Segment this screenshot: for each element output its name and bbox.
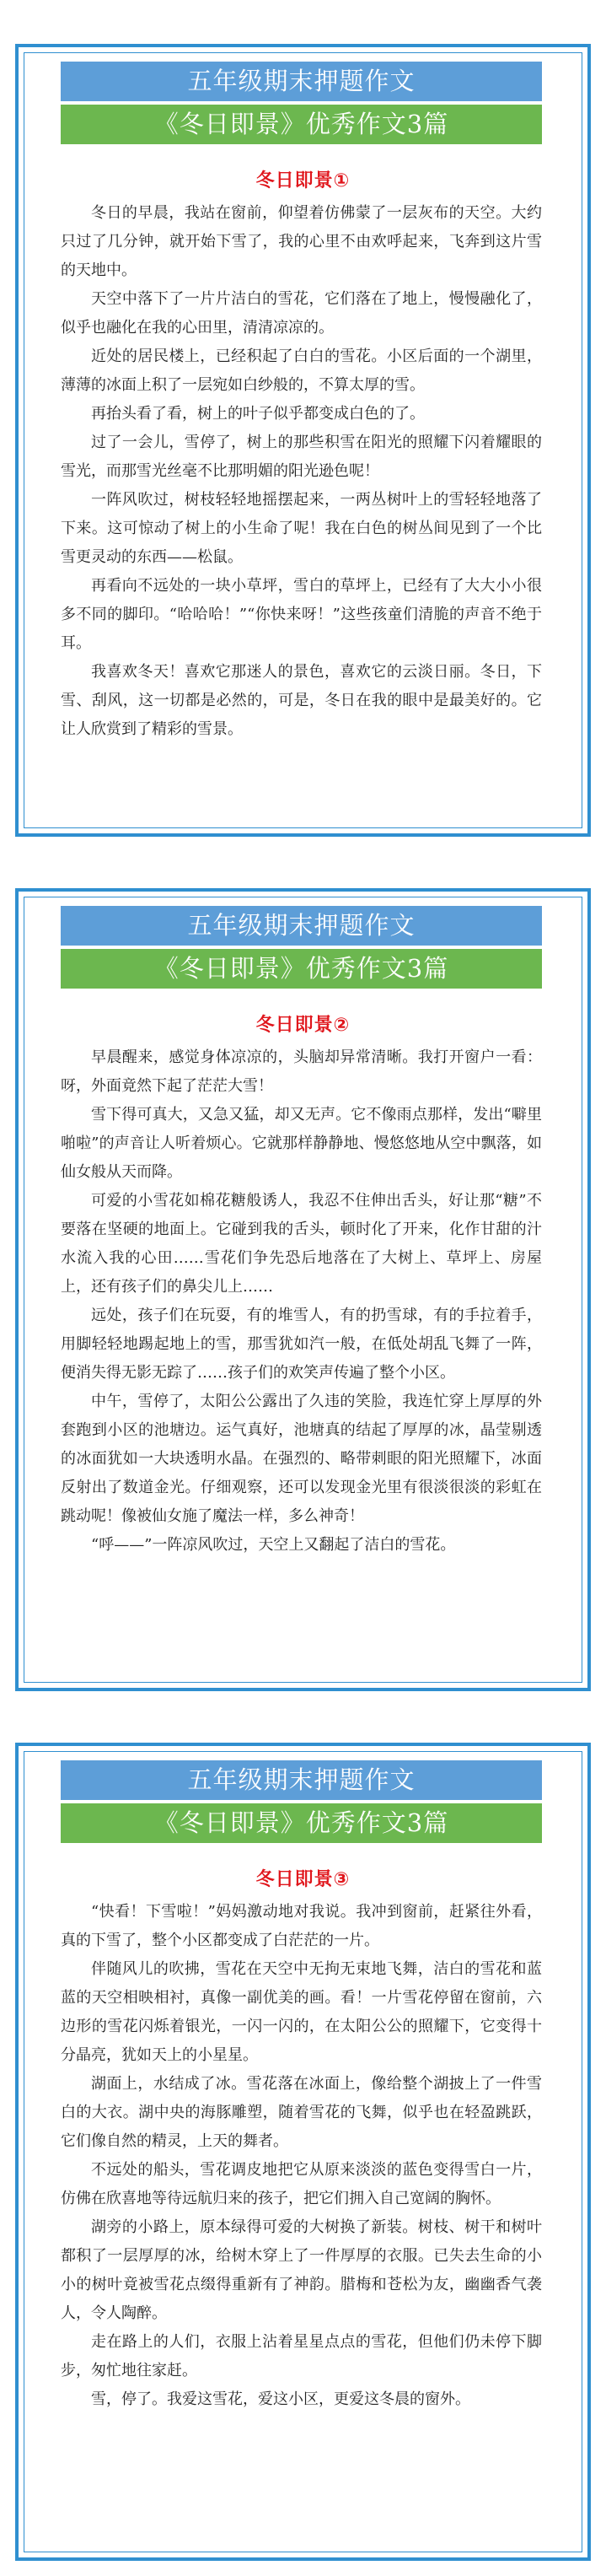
banner-grade-title: 五年级期末押题作文 [61,62,542,101]
paragraph: 雪下得可真大，又急又猛，却又无声。它不像雨点那样，发出“噼里啪啦”的声音让人听着烦心。它就那样静静地、慢悠悠地从空中飘落，如仙女般从天而降。 [61,1106,542,1181]
paragraph: 湖旁的小路上，原本绿得可爱的大树换了新装。树枝、树干和树叶都积了一层厚厚的冰，给树木穿上了一件厚厚的衣服。已失去生命的小小的树叶竟被雪花点缀得重新有了神韵。腊梅和苍松为友，幽幽香气袭人，令人陶醉。 [61,2218,542,2322]
banner-essay-collection: 《冬日即景》优秀作文3篇 [61,949,542,989]
paragraph: 一阵风吹过，树枝轻轻地摇摆起来，一两丛树叶上的雪轻轻地落了下来。这可惊动了树上的小生命了呢！我在白色的树丛间见到了一个比雪更灵动的东西——松鼠。 [61,491,542,566]
essay-title: 冬日即景③ [255,1869,351,1890]
banner-grade-title: 五年级期末押题作文 [61,1760,542,1800]
paragraph: 近处的居民楼上，已经积起了白白的雪花。小区后面的一个湖里，薄薄的冰面上积了一层宛如白纱般的，不算太厚的雪。 [61,348,542,394]
essay-card-1 [15,44,591,837]
paragraph: 冬日的早晨，我站在窗前，仰望着仿佛蒙了一层灰布的天空。大约只过了几分钟，就开始下雪了，我的心里不由欢呼起来，飞奔到这片雪的天地中。 [61,204,542,279]
essay-card-3 [15,1743,591,2561]
essay-title: 冬日即景② [255,1015,351,1036]
essay-body [61,1898,542,2414]
paragraph: 走在路上的人们，衣服上沾着星星点点的雪花，但他们仍未停下脚步，匆忙地往家赶。 [61,2333,542,2379]
essay-card-2 [15,888,591,1691]
paragraph: 不远处的船头，雪花调皮地把它从原来淡淡的蓝色变得雪白一片，仿佛在欣喜地等待远航归来的孩子，把它们拥入自己宽阔的胸怀。 [61,2161,542,2207]
paragraph: “呼——”一阵凉风吹过，天空上又翻起了洁白的雪花。 [91,1536,456,1554]
paragraph: 可爱的小雪花如棉花糖般诱人，我忍不住伸出舌头，好让那“糖”不要落在坚硬的地面上。它碰到我的舌头，顿时化了开来，化作甘甜的汁水流入我的心田……雪花们争先恐后地落在了大树上、草坪上、房屋上，还有孩子们的鼻尖儿上…… [61,1192,542,1296]
essay-body [61,1043,542,1560]
banner-essay-collection: 《冬日即景》优秀作文3篇 [61,105,542,144]
paragraph: 雪，停了。我爱这雪花，爱这小区，更爱这冬晨的窗外。 [91,2390,470,2408]
banner-grade-title: 五年级期末押题作文 [61,906,542,946]
essay-title: 冬日即景① [255,170,351,191]
paragraph: 过了一会儿，雪停了，树上的那些积雪在阳光的照耀下闪着耀眼的雪光，而那雪光丝毫不比那明媚的阳光逊色呢！ [61,434,542,480]
paragraph: 中午，雪停了，太阳公公露出了久违的笑脸，我连忙穿上厚厚的外套跑到小区的池塘边。运气真好，池塘真的结起了厚厚的冰，晶莹剔透的冰面犹如一大块透明水晶。在强烈的、略带刺眼的阳光照耀下，冰面反射出了数道金光。仔细观察，还可以发现金光里有很淡很淡的彩虹在跳动呢！像被仙女施了魔法一样，多么神奇！ [61,1393,542,1525]
essay-body [61,199,542,744]
paragraph: 再看向不远处的一块小草坪，雪白的草坪上，已经有了大大小小很多不同的脚印。“哈哈哈！”“你快来呀！”这些孩童们清脆的声音不绝于耳。 [61,577,542,652]
paragraph: 天空中落下了一片片洁白的雪花，它们落在了地上，慢慢融化了，似乎也融化在我的心田里，清清凉凉的。 [61,290,542,337]
paragraph: “快看！下雪啦！”妈妈激动地对我说。我冲到窗前，赶紧往外看，真的下雪了，整个小区都变成了白茫茫的一片。 [61,1903,542,1949]
paragraph: 伴随风儿的吹拂，雪花在天空中无拘无束地飞舞，洁白的雪花和蓝蓝的天空相映相衬，真像一副优美的画。看！一片雪花停留在窗前，六边形的雪花闪烁着银光，一闪一闪的，在太阳公公的照耀下，它变得十分晶亮，犹如天上的小星星。 [61,1960,542,2064]
banner-essay-collection: 《冬日即景》优秀作文3篇 [61,1803,542,1843]
paragraph: 早晨醒来，感觉身体凉凉的，头脑却异常清晰。我打开窗户一看：呀，外面竟然下起了茫茫大雪！ [61,1048,542,1095]
paragraph: 再抬头看了看，树上的叶子似乎都变成白色的了。 [91,405,425,423]
paragraph: 远处，孩子们在玩耍，有的堆雪人，有的扔雪球，有的手拉着手，用脚轻轻地踢起地上的雪，那雪犹如汽一般，在低处胡乱飞舞了一阵，便消失得无影无踪了……孩子们的欢笑声传遍了整个小区。 [61,1307,542,1382]
paragraph: 我喜欢冬天！喜欢它那迷人的景色，喜欢它的云淡日丽。冬日，下雪、刮风，这一切都是必然的，可是，冬日在我的眼中是最美好的。它让人欣赏到了精彩的雪景。 [61,663,542,738]
paragraph: 湖面上，水结成了冰。雪花落在冰面上，像给整个湖披上了一件雪白的大衣。湖中央的海豚雕塑，随着雪花的飞舞，似乎也在轻盈跳跃，它们像自然的精灵，上天的舞者。 [61,2075,542,2150]
